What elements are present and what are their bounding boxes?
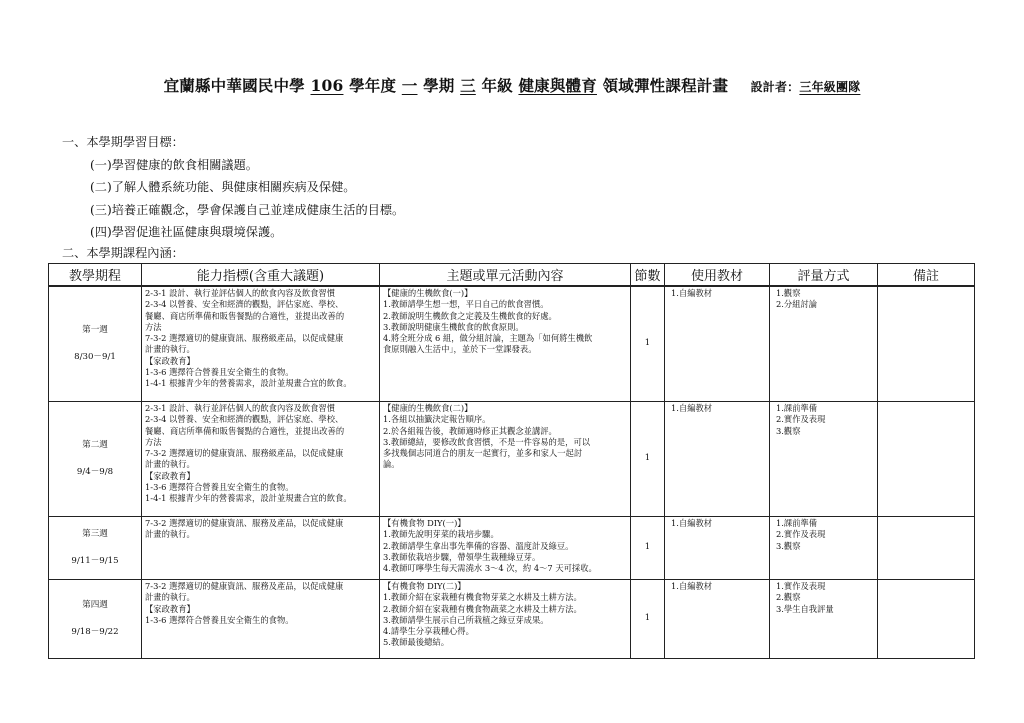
goal-item: (二)了解人體系統功能、與健康相關疾病及保健。 bbox=[90, 180, 356, 194]
assessment-line: 2.實作及表現 bbox=[776, 414, 826, 425]
ability-line: 方法 bbox=[145, 321, 162, 332]
week-dates: 9/18－9/22 bbox=[71, 627, 119, 637]
assessment-cell bbox=[770, 286, 878, 402]
ability-line: 2-3-4 以營養、安全和經濟的觀點，評估家庭、學校、 bbox=[145, 414, 344, 425]
goal-item: (四)學習促進社區健康與環境保護。 bbox=[90, 225, 283, 239]
activity-cell bbox=[380, 517, 631, 580]
ability-line: 計畫的執行。 bbox=[145, 459, 195, 470]
activity-line: 食原則融入生活中」，並於下一堂課發表。 bbox=[383, 344, 537, 355]
activity-line: 【有機食物 DIY(二)】 bbox=[383, 581, 466, 591]
ability-line: 2-3-1 設計、執行並評估個人的飲食內容及飲食習慣 bbox=[145, 403, 336, 413]
ability-line: 7-3-2 選擇適切的健康資訊、服務級產品，以促成健康 bbox=[145, 448, 344, 459]
assessment-cell bbox=[770, 580, 878, 659]
notes-cell bbox=[878, 517, 975, 580]
assessment-line: 1.實作及表現 bbox=[776, 581, 826, 591]
assessment-line: 1.課前準備 bbox=[776, 403, 818, 413]
activity-line: 多找幾個志同道合的朋友一起實行，並多和家人一起討 bbox=[383, 448, 583, 459]
notes-cell bbox=[878, 286, 975, 402]
header-activity: 主題或單元活動內容 bbox=[380, 264, 631, 287]
activity-line: 1.教師介紹在家栽種有機食物芽菜之水耕及土耕方法。 bbox=[383, 592, 582, 603]
ability-line: 7-3-2 選擇適切的健康資訊、服務及產品，以促成健康 bbox=[145, 581, 344, 591]
school-year: 106 bbox=[310, 76, 344, 95]
ability-line: 1-4-1 根據青少年的營養需求，設計並規畫合宜的飲食。 bbox=[145, 378, 352, 389]
ability-line: 【家政教育】 bbox=[145, 355, 195, 366]
week-dates: 8/30－9/1 bbox=[74, 352, 116, 362]
ability-line: 1-4-1 根據青少年的營養需求，設計並規畫合宜的飲食。 bbox=[145, 493, 352, 504]
assessment-line: 3.學生自我評量 bbox=[776, 603, 834, 614]
header-ability: 能力指標(含重大議題) bbox=[142, 264, 380, 287]
table-row bbox=[49, 580, 975, 659]
activity-line: 1.教師先說明芽菜的栽培步驟。 bbox=[383, 529, 499, 540]
header-assessment: 評量方式 bbox=[770, 264, 878, 287]
table-row bbox=[49, 286, 975, 402]
week-label: 第三週 bbox=[82, 529, 108, 539]
school-name: 宜蘭縣中華國民中學 bbox=[163, 76, 305, 95]
week-cell bbox=[49, 517, 142, 580]
material-line: 1.自編教材 bbox=[671, 403, 713, 413]
ability-line: 餐廳、商店所準備和販售餐點的合適性，並提出改善的 bbox=[145, 310, 345, 321]
ability-cell bbox=[142, 580, 380, 659]
periods-cell: 1 bbox=[631, 517, 665, 580]
assessment-line: 2.實作及表現 bbox=[776, 529, 826, 540]
document-title bbox=[0, 74, 1024, 96]
ability-line: 方法 bbox=[145, 436, 162, 447]
header-notes: 備註 bbox=[878, 264, 975, 287]
periods-cell: 1 bbox=[631, 286, 665, 402]
school-year-suffix: 學年度 bbox=[349, 76, 397, 95]
activity-cell bbox=[380, 402, 631, 517]
materials-cell bbox=[665, 580, 770, 659]
header-schedule: 教學期程 bbox=[49, 264, 142, 287]
subject: 健康與體育 bbox=[518, 76, 597, 95]
activity-line: 4.教師叮嚀學生每天需澆水 3～4 次，約 4～7 天可採收。 bbox=[383, 563, 597, 574]
week-label: 第二週 bbox=[82, 440, 108, 450]
activity-line: 3.教師依栽培步驟，帶領學生栽種綠豆芽。 bbox=[383, 551, 541, 562]
plan-name: 領域彈性課程計畫 bbox=[602, 76, 729, 95]
table-row bbox=[49, 402, 975, 517]
ability-line: 1-3-6 選擇符合營養且安全衛生的食物。 bbox=[145, 614, 294, 625]
ability-line: 1-3-6 選擇符合營養且安全衛生的食物。 bbox=[145, 367, 294, 378]
activity-line: 3.教師總結，要修改飲食習慣，不是一件容易的是，可以 bbox=[383, 436, 591, 447]
ability-cell bbox=[142, 402, 380, 517]
materials-cell bbox=[665, 517, 770, 580]
table-header-row bbox=[49, 264, 975, 287]
ability-line: 7-3-2 選擇適切的健康資訊、服務及產品，以促成健康 bbox=[145, 518, 344, 528]
ability-cell bbox=[142, 286, 380, 402]
semester: 一 bbox=[401, 76, 418, 95]
activity-line: 2.於各組報告後，教師適時修正其觀念並講評。 bbox=[383, 425, 557, 436]
activity-line: 4.請學生分享栽種心得。 bbox=[383, 626, 474, 637]
ability-line: 7-3-2 選擇適切的健康資訊、服務級產品，以促成健康 bbox=[145, 333, 344, 344]
material-line: 1.自編教材 bbox=[671, 581, 713, 591]
activity-line: 【健康的生機飲食(一)】 bbox=[383, 288, 473, 298]
semester-suffix: 學期 bbox=[423, 76, 455, 95]
week-cell bbox=[49, 402, 142, 517]
periods-cell: 1 bbox=[631, 402, 665, 517]
designer-name: 三年級團隊 bbox=[799, 80, 861, 94]
activity-line: 【有機食物 DIY(一)】 bbox=[383, 518, 466, 528]
activity-cell bbox=[380, 286, 631, 402]
notes-cell bbox=[878, 402, 975, 517]
assessment-line: 3.觀察 bbox=[776, 425, 801, 436]
header-periods: 節數 bbox=[631, 264, 665, 287]
content-heading: 二、本學期課程內涵： bbox=[62, 246, 184, 260]
assessment-line: 3.觀察 bbox=[776, 540, 801, 551]
assessment-cell bbox=[770, 517, 878, 580]
activity-line: 4.將全班分成 6 組，做分組討論，主題為「如何將生機飲 bbox=[383, 333, 593, 344]
curriculum-table bbox=[48, 263, 975, 659]
material-line: 1.自編教材 bbox=[671, 288, 713, 298]
week-dates: 9/4－9/8 bbox=[76, 467, 114, 477]
activity-line: 2.教師請學生拿出事先準備的容器、溫度計及綠豆。 bbox=[383, 540, 574, 551]
activity-line: 3.教師請學生展示自己所栽植之綠豆芽成果。 bbox=[383, 614, 549, 625]
table-row bbox=[49, 517, 975, 580]
week-dates: 9/11－9/15 bbox=[71, 556, 119, 566]
ability-line: 計畫的執行。 bbox=[145, 529, 195, 540]
goal-item: (一)學習健康的飲食相關議題。 bbox=[90, 157, 258, 172]
designer-label: 設計者： bbox=[750, 80, 800, 94]
periods-cell: 1 bbox=[631, 580, 665, 659]
ability-line: 餐廳、商店所準備和販售餐點的合適性，並提出改善的 bbox=[145, 425, 345, 436]
goals-heading: 一、本學期學習目標： bbox=[62, 135, 184, 149]
ability-line: 計畫的執行。 bbox=[145, 592, 195, 603]
learning-goals bbox=[62, 131, 404, 244]
header-materials: 使用教材 bbox=[665, 264, 770, 287]
goal-item: (三)培養正確觀念，學會保護自己並達成健康生活的目標。 bbox=[90, 202, 405, 217]
activity-line: 2.教師說明生機飲食之定義及生機飲食的好處。 bbox=[383, 310, 557, 321]
week-cell bbox=[49, 286, 142, 402]
activity-cell bbox=[380, 580, 631, 659]
activity-line: 2.教師介紹在家栽種有機食物蔬菜之水耕及土耕方法。 bbox=[383, 603, 582, 614]
notes-cell bbox=[878, 580, 975, 659]
assessment-line: 2.觀察 bbox=[776, 592, 801, 603]
assessment-cell bbox=[770, 402, 878, 517]
activity-line: 5.教師最後總結。 bbox=[383, 637, 449, 648]
ability-line: 【家政教育】 bbox=[145, 470, 195, 481]
ability-line: 2-3-1 設計、執行並評估個人的飲食內容及飲食習慣 bbox=[145, 288, 336, 298]
activity-line: 3.教師說明健康生機飲食的飲食原則。 bbox=[383, 321, 524, 332]
activity-line: 1.教師請學生想一想，平日自己的飲食習慣。 bbox=[383, 299, 549, 310]
ability-line: 2-3-4 以營養、安全和經濟的觀點，評估家庭、學校、 bbox=[145, 299, 344, 310]
materials-cell bbox=[665, 402, 770, 517]
assessment-line: 1.觀察 bbox=[776, 288, 801, 298]
assessment-line: 2.分組討論 bbox=[776, 299, 818, 310]
activity-line: 論。 bbox=[383, 459, 400, 470]
materials-cell bbox=[665, 286, 770, 402]
ability-line: 1-3-6 選擇符合營養且安全衛生的食物。 bbox=[145, 482, 294, 493]
material-line: 1.自編教材 bbox=[671, 518, 713, 528]
week-cell bbox=[49, 580, 142, 659]
week-label: 第四週 bbox=[82, 600, 108, 610]
activity-line: 【健康的生機飲食(二)】 bbox=[383, 403, 473, 413]
activity-line: 1.各組以抽籤決定報告順序。 bbox=[383, 414, 491, 425]
grade-suffix: 年級 bbox=[481, 76, 513, 95]
ability-line: 計畫的執行。 bbox=[145, 344, 195, 355]
grade: 三 bbox=[460, 76, 476, 95]
ability-line: 【家政教育】 bbox=[145, 603, 195, 614]
assessment-line: 1.課前準備 bbox=[776, 518, 818, 528]
ability-cell bbox=[142, 517, 380, 580]
week-label: 第一週 bbox=[82, 325, 108, 335]
